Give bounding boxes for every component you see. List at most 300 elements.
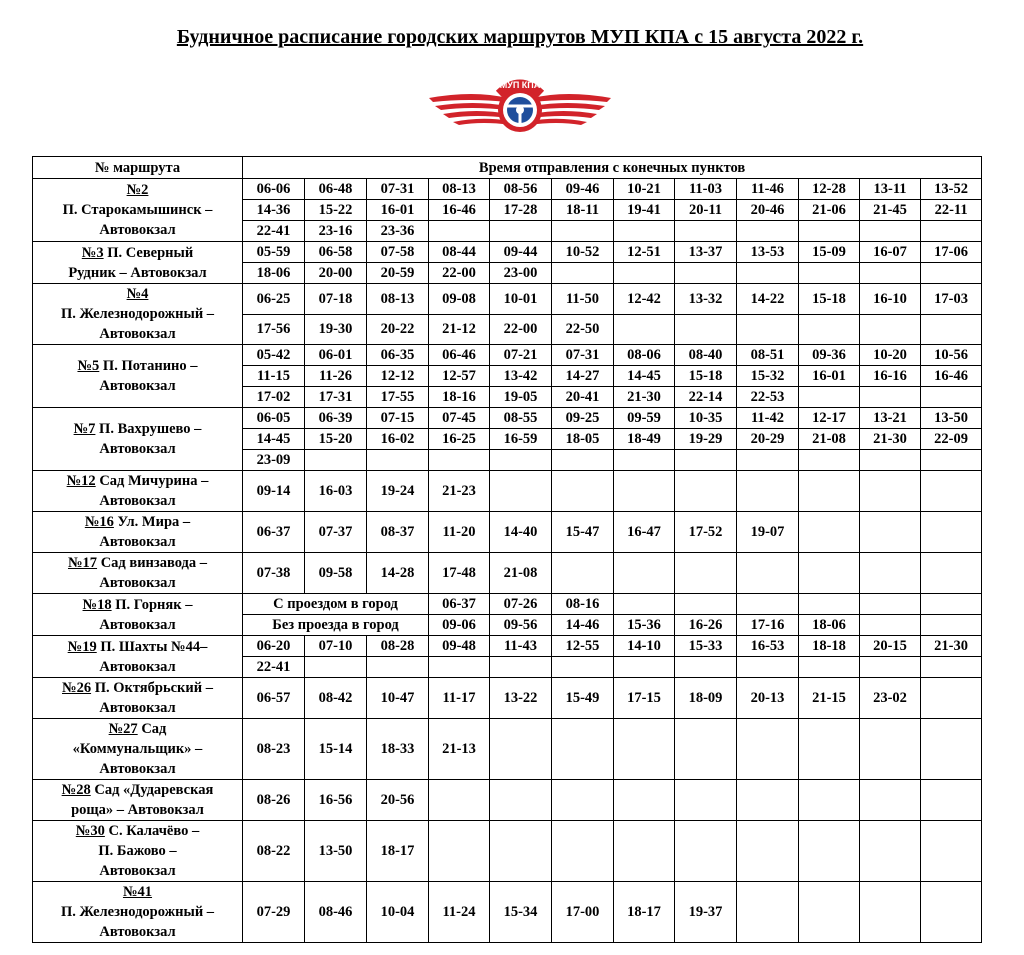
departure-time: 21-45	[860, 200, 921, 221]
departure-time	[799, 263, 860, 284]
departure-time	[921, 221, 982, 242]
departure-time	[552, 221, 614, 242]
route-description: Сад винзавода –	[100, 555, 208, 571]
table-row	[33, 553, 982, 594]
departure-time	[921, 780, 982, 821]
departure-time: 06-20	[243, 636, 305, 657]
departure-time: 23-36	[367, 221, 429, 242]
departure-time	[860, 387, 921, 408]
route-description: Автовокзал	[99, 222, 176, 238]
departure-time: 09-59	[614, 408, 675, 429]
route-name-cell	[33, 345, 243, 408]
schedule-table	[32, 156, 982, 943]
departure-time	[799, 821, 860, 882]
departure-time: 08-51	[737, 345, 799, 366]
departure-time: 23-02	[860, 678, 921, 719]
departure-time: 09-06	[429, 615, 490, 636]
departure-time: 07-58	[367, 242, 429, 263]
departure-time: 09-44	[490, 242, 552, 263]
departure-time	[860, 553, 921, 594]
route-description: Автовокзал	[99, 761, 176, 777]
table-row	[33, 821, 982, 882]
route-description: Автовокзал	[99, 378, 176, 394]
departure-time	[737, 780, 799, 821]
departure-time	[614, 314, 675, 345]
route-number: №3	[81, 244, 104, 261]
departure-time: 15-33	[675, 636, 737, 657]
route-description: Сад «Дударевская	[94, 782, 214, 798]
departure-time: 15-47	[552, 512, 614, 553]
departure-time: 16-03	[305, 471, 367, 512]
departure-time: 19-41	[614, 200, 675, 221]
route-description: Автовокзал	[99, 326, 176, 342]
departure-time: 09-56	[490, 615, 552, 636]
departure-time	[737, 657, 799, 678]
departure-time: 15-14	[305, 719, 367, 780]
departure-time: 15-22	[305, 200, 367, 221]
departure-time	[614, 594, 675, 615]
route-name-cell	[33, 408, 243, 471]
route-name-cell	[33, 471, 243, 512]
departure-time	[921, 882, 982, 943]
departure-time: 17-31	[305, 387, 367, 408]
departure-time: 10-21	[614, 179, 675, 200]
departure-time	[552, 821, 614, 882]
departure-time: 08-56	[490, 179, 552, 200]
departure-time: 05-59	[243, 242, 305, 263]
route-description: Автовокзал	[99, 863, 176, 879]
departure-time: 14-45	[614, 366, 675, 387]
departure-time: 13-22	[490, 678, 552, 719]
departure-time: 17-00	[552, 882, 614, 943]
route-description: Ул. Мира –	[117, 514, 191, 530]
departure-time	[860, 450, 921, 471]
departure-time: 11-20	[429, 512, 490, 553]
table-row	[33, 678, 982, 719]
departure-time	[490, 821, 552, 882]
departure-time: 22-00	[429, 263, 490, 284]
departure-time: 09-25	[552, 408, 614, 429]
departure-time: 19-37	[675, 882, 737, 943]
departure-time	[675, 821, 737, 882]
departure-time	[860, 471, 921, 512]
departure-time: 18-11	[552, 200, 614, 221]
departure-time	[799, 221, 860, 242]
departure-time: 17-56	[243, 314, 305, 345]
table-row	[33, 284, 982, 315]
departure-time: 12-42	[614, 284, 675, 315]
departure-time: 18-49	[614, 429, 675, 450]
departure-time: 18-17	[614, 882, 675, 943]
route-description: П. Потанино –	[102, 358, 198, 374]
departure-time: 21-30	[921, 636, 982, 657]
departure-time	[860, 821, 921, 882]
route-number: №17	[67, 555, 98, 571]
departure-time	[490, 221, 552, 242]
table-row	[33, 882, 982, 943]
departure-time	[799, 387, 860, 408]
departure-time: 14-36	[243, 200, 305, 221]
departure-time	[675, 780, 737, 821]
departure-time	[305, 450, 367, 471]
departure-time	[799, 882, 860, 943]
departure-time: 08-37	[367, 512, 429, 553]
departure-time: 11-15	[243, 366, 305, 387]
table-row	[33, 594, 982, 615]
departure-time: 10-47	[367, 678, 429, 719]
departure-time	[614, 657, 675, 678]
header-route: № маршрута	[33, 157, 243, 179]
departure-time: 11-17	[429, 678, 490, 719]
departure-time	[799, 780, 860, 821]
page-title: Будничное расписание городских маршрутов МУП КПА с 15 августа 2022 г.	[176, 26, 864, 48]
departure-time: 07-29	[243, 882, 305, 943]
route-name-cell	[33, 242, 243, 284]
departure-time	[799, 657, 860, 678]
departure-time	[921, 615, 982, 636]
departure-time	[675, 657, 737, 678]
departure-time: 10-01	[490, 284, 552, 315]
departure-time: 07-15	[367, 408, 429, 429]
departure-time	[675, 594, 737, 615]
departure-time: 13-50	[921, 408, 982, 429]
departure-time: 18-33	[367, 719, 429, 780]
departure-time: 22-50	[552, 314, 614, 345]
departure-time: 16-46	[429, 200, 490, 221]
route-name-cell	[33, 719, 243, 780]
departure-time	[614, 780, 675, 821]
departure-time: 07-10	[305, 636, 367, 657]
departure-time	[860, 512, 921, 553]
route-description: П. Железнодорожный –	[60, 904, 215, 920]
departure-time	[799, 594, 860, 615]
departure-time: 16-01	[799, 366, 860, 387]
departure-time	[737, 882, 799, 943]
departure-time: 11-26	[305, 366, 367, 387]
departure-time: 17-06	[921, 242, 982, 263]
route-number: №12	[66, 473, 96, 489]
departure-time: 11-03	[675, 179, 737, 200]
route-description: роща» – Автовокзал	[71, 802, 204, 818]
route-name-cell	[33, 678, 243, 719]
departure-time: 13-11	[860, 179, 921, 200]
departure-time: 11-43	[490, 636, 552, 657]
departure-time: 06-37	[243, 512, 305, 553]
route-number: №5	[77, 358, 100, 374]
departure-time: 07-38	[243, 553, 305, 594]
route-description: Сад Мичурина –	[99, 473, 209, 489]
departure-time	[737, 450, 799, 471]
departure-time	[921, 594, 982, 615]
departure-time: 06-35	[367, 345, 429, 366]
departure-time: 16-07	[860, 242, 921, 263]
departure-time: 07-45	[429, 408, 490, 429]
departure-time	[799, 471, 860, 512]
departure-time: 07-31	[552, 345, 614, 366]
route-description: Автовокзал	[99, 575, 176, 591]
departure-time: 20-41	[552, 387, 614, 408]
departure-time: 20-59	[367, 263, 429, 284]
departure-time: 09-48	[429, 636, 490, 657]
departure-time: 22-41	[243, 657, 305, 678]
departure-time: 14-22	[737, 284, 799, 315]
departure-time: 22-14	[675, 387, 737, 408]
departure-time	[614, 821, 675, 882]
route-description: П. Горняк –	[115, 596, 193, 613]
departure-time: 06-05	[243, 408, 305, 429]
departure-time: 06-39	[305, 408, 367, 429]
departure-time: 21-12	[429, 314, 490, 345]
departure-time: 08-28	[367, 636, 429, 657]
departure-time: 23-16	[305, 221, 367, 242]
departure-time: 18-09	[675, 678, 737, 719]
departure-time: 15-09	[799, 242, 860, 263]
departure-time: 20-46	[737, 200, 799, 221]
departure-time	[552, 657, 614, 678]
departure-time	[921, 450, 982, 471]
departure-time	[614, 450, 675, 471]
departure-time	[429, 780, 490, 821]
departure-time: 08-22	[243, 821, 305, 882]
table-row	[33, 512, 982, 553]
departure-time: 23-09	[243, 450, 305, 471]
departure-time	[737, 821, 799, 882]
route-description: С. Калачёво –	[108, 823, 200, 839]
table-row	[33, 471, 982, 512]
departure-time: 14-27	[552, 366, 614, 387]
departure-time: 10-35	[675, 408, 737, 429]
departure-time: 16-02	[367, 429, 429, 450]
route-name-cell	[33, 594, 243, 636]
departure-time: 18-17	[367, 821, 429, 882]
route-description: Автовокзал	[99, 616, 176, 633]
departure-time: 08-55	[490, 408, 552, 429]
departure-time: 20-29	[737, 429, 799, 450]
departure-time: 09-46	[552, 179, 614, 200]
route-name-cell	[33, 821, 243, 882]
departure-time	[675, 719, 737, 780]
route-description: П. Вахрушево –	[99, 421, 202, 437]
departure-time	[860, 657, 921, 678]
route-number: №41	[122, 884, 153, 900]
departure-time: 20-15	[860, 636, 921, 657]
departure-time: 13-50	[305, 821, 367, 882]
departure-time: 07-31	[367, 179, 429, 200]
header-times: Время отправления с конечных пунктов	[243, 157, 982, 179]
departure-time: 11-50	[552, 284, 614, 315]
departure-time: 06-58	[305, 242, 367, 263]
route-name-cell	[33, 780, 243, 821]
departure-time	[921, 512, 982, 553]
departure-time: 17-52	[675, 512, 737, 553]
departure-time: 13-52	[921, 179, 982, 200]
departure-time	[799, 450, 860, 471]
service-type-label: Без проезда в город	[243, 615, 429, 636]
departure-time	[614, 553, 675, 594]
table-row	[33, 242, 982, 263]
departure-time	[737, 471, 799, 512]
departure-time: 11-42	[737, 408, 799, 429]
departure-time: 18-16	[429, 387, 490, 408]
departure-time: 06-48	[305, 179, 367, 200]
departure-time: 17-02	[243, 387, 305, 408]
route-description: Автовокзал	[99, 493, 176, 509]
departure-time: 11-24	[429, 882, 490, 943]
departure-time: 14-46	[552, 615, 614, 636]
departure-time: 10-56	[921, 345, 982, 366]
departure-time: 05-42	[243, 345, 305, 366]
departure-time: 13-37	[675, 242, 737, 263]
route-name-cell	[33, 512, 243, 553]
table-row	[33, 780, 982, 821]
departure-time	[614, 719, 675, 780]
departure-time: 08-46	[305, 882, 367, 943]
route-number: №2	[126, 182, 149, 198]
departure-time: 21-23	[429, 471, 490, 512]
departure-time: 12-28	[799, 179, 860, 200]
departure-time	[737, 594, 799, 615]
departure-time: 12-51	[614, 242, 675, 263]
departure-time: 12-12	[367, 366, 429, 387]
departure-time: 18-06	[799, 615, 860, 636]
departure-time	[675, 553, 737, 594]
departure-time: 06-25	[243, 284, 305, 315]
departure-time	[921, 657, 982, 678]
departure-time: 06-37	[429, 594, 490, 615]
departure-time: 06-01	[305, 345, 367, 366]
route-number: №26	[62, 680, 92, 696]
departure-time	[552, 780, 614, 821]
departure-time	[921, 678, 982, 719]
departure-time	[490, 657, 552, 678]
departure-time: 21-08	[799, 429, 860, 450]
route-number: №27	[108, 721, 138, 737]
departure-time: 08-23	[243, 719, 305, 780]
departure-time: 12-55	[552, 636, 614, 657]
table-row	[33, 345, 982, 366]
departure-time: 12-57	[429, 366, 490, 387]
departure-time: 07-18	[305, 284, 367, 315]
departure-time	[552, 719, 614, 780]
departure-time	[737, 314, 799, 345]
logo-text: МУП КПА	[499, 80, 541, 90]
route-name-cell	[33, 636, 243, 678]
departure-time	[305, 657, 367, 678]
departure-time: 17-28	[490, 200, 552, 221]
departure-time: 18-06	[243, 263, 305, 284]
table-row	[33, 719, 982, 780]
departure-time	[921, 553, 982, 594]
departure-time: 21-06	[799, 200, 860, 221]
departure-time	[921, 387, 982, 408]
departure-time: 08-42	[305, 678, 367, 719]
departure-time	[490, 471, 552, 512]
departure-time	[860, 882, 921, 943]
route-number: №18	[82, 596, 112, 613]
route-description: П. Шахты №44–	[100, 638, 208, 655]
route-description: П. Бажово –	[98, 843, 177, 859]
route-description: Автовокзал	[99, 924, 176, 940]
table-row	[33, 408, 982, 429]
departure-time	[860, 780, 921, 821]
departure-time: 21-13	[429, 719, 490, 780]
departure-time: 08-44	[429, 242, 490, 263]
departure-time	[921, 821, 982, 882]
departure-time: 11-46	[737, 179, 799, 200]
departure-time: 07-21	[490, 345, 552, 366]
departure-time: 13-42	[490, 366, 552, 387]
departure-time	[552, 450, 614, 471]
route-description: П. Старокамышинск –	[62, 202, 213, 218]
departure-time: 14-45	[243, 429, 305, 450]
departure-time: 19-07	[737, 512, 799, 553]
route-number: №28	[61, 782, 91, 798]
departure-time: 17-55	[367, 387, 429, 408]
departure-time	[737, 221, 799, 242]
departure-time	[860, 314, 921, 345]
departure-time: 21-30	[614, 387, 675, 408]
route-number: №30	[75, 823, 105, 839]
departure-time	[675, 221, 737, 242]
departure-time: 17-48	[429, 553, 490, 594]
departure-time	[799, 553, 860, 594]
departure-time: 19-05	[490, 387, 552, 408]
departure-time	[429, 450, 490, 471]
departure-time: 16-10	[860, 284, 921, 315]
departure-time: 07-37	[305, 512, 367, 553]
departure-time: 10-52	[552, 242, 614, 263]
departure-time	[675, 471, 737, 512]
departure-time: 21-15	[799, 678, 860, 719]
departure-time: 14-40	[490, 512, 552, 553]
departure-time	[490, 780, 552, 821]
table-row	[33, 636, 982, 657]
route-description: Автовокзал	[99, 700, 176, 716]
departure-time	[614, 263, 675, 284]
departure-time: 16-01	[367, 200, 429, 221]
route-name-cell	[33, 284, 243, 345]
departure-time: 09-14	[243, 471, 305, 512]
departure-time: 06-06	[243, 179, 305, 200]
route-number: №4	[126, 286, 149, 302]
departure-time: 13-21	[860, 408, 921, 429]
departure-time: 17-15	[614, 678, 675, 719]
departure-time: 06-57	[243, 678, 305, 719]
route-description: Сад	[141, 721, 167, 737]
departure-time: 20-11	[675, 200, 737, 221]
departure-time: 14-10	[614, 636, 675, 657]
route-name-cell	[33, 179, 243, 242]
departure-time	[614, 221, 675, 242]
departure-time: 15-36	[614, 615, 675, 636]
table-row	[33, 179, 982, 200]
departure-time: 09-36	[799, 345, 860, 366]
departure-time: 18-05	[552, 429, 614, 450]
departure-time: 22-53	[737, 387, 799, 408]
route-name-cell	[33, 553, 243, 594]
departure-time	[921, 471, 982, 512]
departure-time: 08-40	[675, 345, 737, 366]
departure-time	[799, 719, 860, 780]
departure-time: 07-26	[490, 594, 552, 615]
departure-time: 22-00	[490, 314, 552, 345]
departure-time: 15-18	[799, 284, 860, 315]
departure-time: 15-20	[305, 429, 367, 450]
departure-time	[490, 450, 552, 471]
departure-time: 22-41	[243, 221, 305, 242]
departure-time	[552, 553, 614, 594]
departure-time	[737, 553, 799, 594]
